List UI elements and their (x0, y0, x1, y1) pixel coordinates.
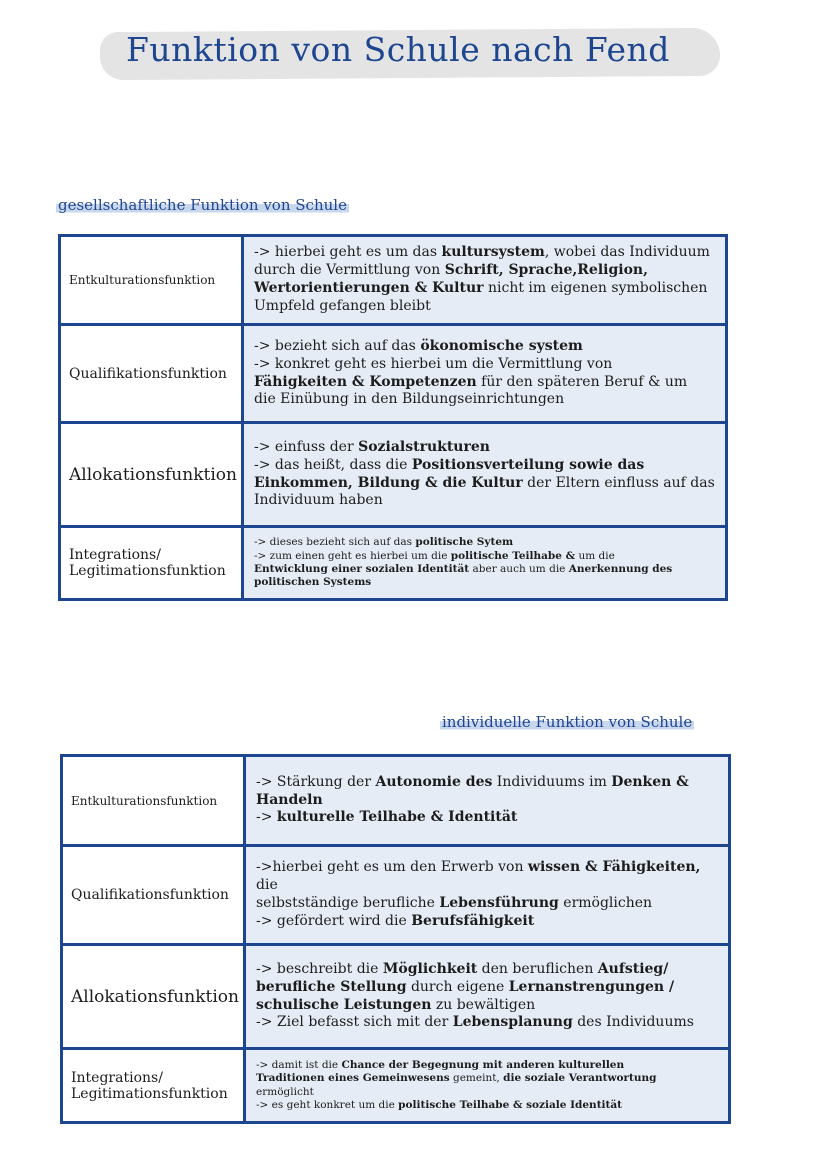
text: -> damit ist die (256, 1058, 342, 1071)
text: -> dieses bezieht sich auf das (254, 536, 416, 549)
row-content (243, 423, 727, 527)
content-line (254, 338, 717, 356)
bold-text: politischen Systems (254, 576, 372, 589)
text: um die (575, 549, 615, 562)
row-content (243, 325, 727, 423)
content-line (254, 262, 717, 280)
content-line (256, 792, 720, 810)
bold-text: Chance der Begegnung mit anderen kulturellen (341, 1058, 625, 1071)
text: -> zum einen geht es hierbei um die (254, 549, 451, 562)
text: der Eltern einfluss auf das (522, 474, 715, 491)
bold-text: Einkommen, Bildung & die Kultur (254, 474, 523, 491)
content-line (256, 979, 720, 997)
row-content (243, 236, 727, 325)
content-line (256, 1086, 720, 1099)
bold-text: ökonomische system (420, 337, 583, 354)
text: , wobei das Individuum (544, 244, 710, 261)
content-line (256, 774, 720, 792)
row-label: Qualifikationsfunktion (62, 846, 245, 945)
text: -> beschreibt die (256, 960, 383, 977)
bold-text: Wertorientierungen & Kultur (254, 280, 484, 296)
text: nicht im eigenen symbolischen (483, 280, 708, 296)
text: gemeint, (449, 1072, 504, 1085)
bold-text: Aufstieg/ (597, 960, 669, 977)
text: -> gefördert wird die (256, 912, 412, 929)
title-banner (100, 20, 730, 84)
row-label: Integrations/ Legitimationsfunktion (62, 1049, 245, 1123)
section-heading-gesellschaftlich: gesellschaftliche Funktion von Schule (58, 196, 347, 214)
text: zu bewältigen (431, 996, 536, 1013)
content-line (256, 895, 720, 913)
row-content (245, 945, 730, 1049)
table-row (62, 756, 730, 846)
content-line (256, 809, 720, 827)
row-label: Entkulturationsfunktion (62, 756, 245, 846)
bold-text: Lebensplanung (452, 1014, 573, 1031)
content-line (256, 1059, 720, 1072)
text: ermöglichen (558, 895, 653, 911)
text: -> bezieht sich auf das (254, 337, 421, 354)
content-line (254, 374, 717, 392)
bold-text: politische Teilhabe & (450, 549, 576, 562)
content-line (254, 298, 717, 316)
content-line (254, 439, 717, 457)
row-label: Integrations/ Legitimationsfunktion (60, 527, 243, 600)
text: -> einfuss der (254, 438, 359, 455)
bold-text: berufliche Stellung (256, 978, 407, 995)
bold-text: politische Sytem (415, 536, 514, 549)
row-label: Allokationsfunktion (62, 945, 245, 1049)
text: durch eigene (406, 978, 509, 995)
bold-text: Lebensführung (439, 895, 559, 911)
bold-text: Positionsverteilung sowie das (411, 456, 645, 473)
content-line (256, 1099, 720, 1112)
bold-text: Denken & (611, 773, 689, 790)
text: den beruflichen (477, 960, 598, 977)
text: -> konkret geht es hierbei um die Vermittlung von (254, 355, 613, 372)
text: -> es geht konkret um die (256, 1098, 399, 1111)
content-line (256, 1014, 720, 1032)
row-label: Qualifikationsfunktion (60, 325, 243, 423)
bold-text: Entwicklung einer sozialen Identität (254, 563, 470, 575)
bold-text: schulische Leistungen (256, 996, 432, 1013)
table-row (60, 325, 727, 423)
text: des Individuums (572, 1014, 694, 1031)
content-line (254, 576, 717, 589)
bold-text: Lernanstrengungen / (508, 978, 675, 995)
content-line (256, 859, 720, 895)
table-row (60, 423, 727, 527)
page-title: Funktion von Schule nach Fend (126, 30, 670, 69)
table-gesellschaftlich (58, 234, 728, 601)
bold-text: Sozialstrukturen (358, 438, 490, 455)
content-line (254, 563, 717, 576)
content-line (256, 1072, 720, 1085)
text: aber auch um die (469, 563, 569, 575)
bold-text: Fähigkeiten & Kompetenzen (254, 373, 477, 390)
row-content (243, 527, 727, 600)
content-line (254, 492, 717, 510)
bold-text: Schrift, Sprache,Religion, (444, 262, 648, 279)
bold-text: Handeln (256, 791, 323, 808)
text: selbstständige berufliche (256, 895, 440, 911)
table-row (62, 1049, 730, 1123)
bold-text: Anerkennung des (568, 563, 673, 575)
table-row (62, 846, 730, 945)
row-label: Entkulturationsfunktion (60, 236, 243, 325)
text: -> hierbei geht es um das (254, 244, 442, 261)
content-line (254, 356, 717, 374)
section-heading-individuell: individuelle Funktion von Schule (442, 713, 693, 731)
text: für den späteren Beruf & um (476, 373, 688, 390)
table-row (60, 527, 727, 600)
text: ->hierbei geht es um den Erwerb von (256, 859, 528, 876)
text: -> Ziel befasst sich mit der (256, 1014, 453, 1031)
content-line (254, 391, 717, 409)
bold-text: Traditionen eines Gemeinwesens (256, 1072, 450, 1085)
content-line (254, 457, 717, 475)
bold-text: kultursystem (441, 244, 545, 261)
content-line (256, 961, 720, 979)
row-label: Allokationsfunktion (60, 423, 243, 527)
text: -> Stärkung der (256, 773, 376, 790)
bold-text: die soziale Verantwortung (503, 1072, 657, 1085)
bold-text: Berufsfähigkeit (411, 912, 535, 929)
bold-text: Möglichkeit (382, 960, 478, 977)
text: Individuums im (492, 773, 612, 790)
text: -> (256, 809, 277, 826)
text: ermöglicht (256, 1085, 314, 1098)
text: die (256, 877, 278, 894)
content-line (254, 536, 717, 549)
row-content (245, 846, 730, 945)
content-line (254, 550, 717, 563)
content-line (254, 244, 717, 262)
content-line (256, 913, 720, 931)
table-row (62, 945, 730, 1049)
bold-text: Autonomie des (375, 773, 493, 790)
content-line (254, 475, 717, 493)
text: durch die Vermittlung von (254, 262, 445, 279)
bold-text: wissen & Fähigkeiten, (527, 859, 701, 876)
text: Individuum haben (254, 492, 383, 509)
row-content (245, 756, 730, 846)
bold-text: politische Teilhabe & soziale Identität (398, 1098, 623, 1111)
bold-text: kulturelle Teilhabe & Identität (276, 809, 518, 826)
content-line (256, 997, 720, 1015)
table-row (60, 236, 727, 325)
text: Umpfeld gefangen bleibt (254, 297, 431, 314)
content-line (254, 280, 717, 298)
text: -> das heißt, dass die (254, 456, 412, 473)
row-content (245, 1049, 730, 1123)
table-individuell (60, 754, 731, 1124)
text: die Einübung in den Bildungseinrichtungen (254, 391, 565, 408)
